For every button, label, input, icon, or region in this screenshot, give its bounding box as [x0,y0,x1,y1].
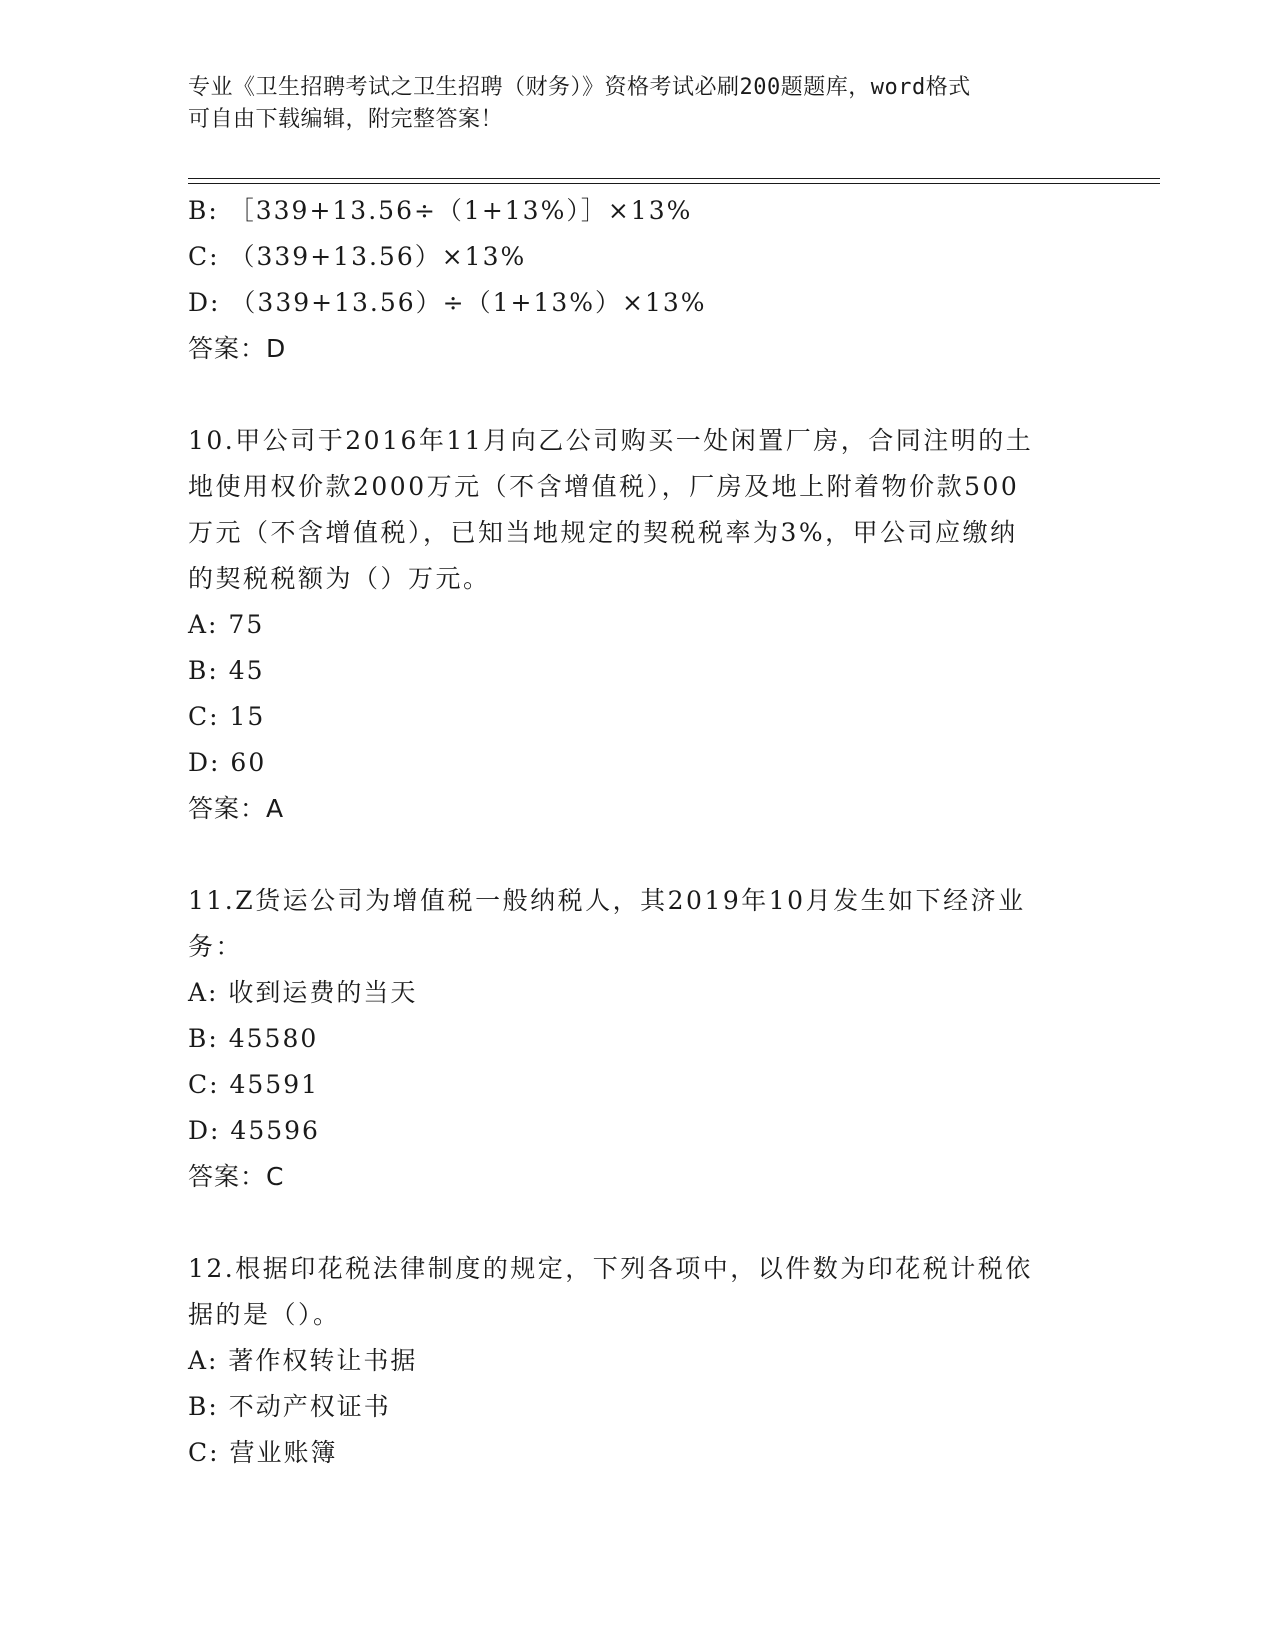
header-line-1: 专业《卫生招聘考试之卫生招聘（财务）》资格考试必刷200题题库，word格式 [188,75,971,100]
header-line-2: 可自由下载编辑，附完整答案！ [188,107,504,132]
option-a: A: 著作权转让书据 [188,1346,418,1375]
answer-line: 答案：D [188,334,287,363]
stem-line: 10.甲公司于2016年11月向乙公司购买一处闲置厂房，合同注明的土 [188,426,1034,455]
question-9-tail [188,188,1088,372]
option-b: B: 45580 [188,1024,319,1053]
stem-line: 务： [188,932,244,961]
answer-line: 答案：C [188,1162,285,1191]
stem-line: 12.根据印花税法律制度的规定，下列各项中，以件数为印花税计税依 [188,1254,1033,1283]
header-divider-bottom [188,183,1160,184]
stem-line: 的契税税额为（）万元。 [188,564,491,593]
document-header [188,72,1088,136]
answer-line: 答案：A [188,794,285,823]
option-d: D: 45596 [188,1116,320,1145]
option-c: C: 45591 [188,1070,320,1099]
question-list [188,188,1088,1476]
question-12 [188,1246,1088,1476]
question-11 [188,878,1088,1200]
option-b: B: ［339+13.56÷（1+13%）］×13% [188,196,693,225]
stem-line: 地使用权价款2000万元（不含增值税），厂房及地上附着物价款500 [188,472,1020,501]
question-stem [188,1246,1078,1338]
option-c: C: （339+13.56）×13% [188,242,527,271]
stem-line: 据的是（）。 [188,1300,341,1329]
stem-line: 11.Z货运公司为增值税一般纳税人，其2019年10月发生如下经济业 [188,886,1026,915]
option-b: B: 不动产权证书 [188,1392,391,1421]
option-d: D: 60 [188,748,267,777]
stem-line: 万元（不含增值税），已知当地规定的契税税率为3%，甲公司应缴纳 [188,518,1018,547]
option-a: A: 75 [188,610,265,639]
question-stem [188,418,1078,602]
option-c: C: 15 [188,702,266,731]
option-a: A: 收到运费的当天 [188,978,418,1007]
question-stem [188,878,1078,970]
option-d: D: （339+13.56）÷（1+13%）×13% [188,288,707,317]
question-10 [188,418,1088,832]
option-c: C: 营业账簿 [188,1438,338,1467]
option-b: B: 45 [188,656,265,685]
header-divider-top [188,178,1160,179]
